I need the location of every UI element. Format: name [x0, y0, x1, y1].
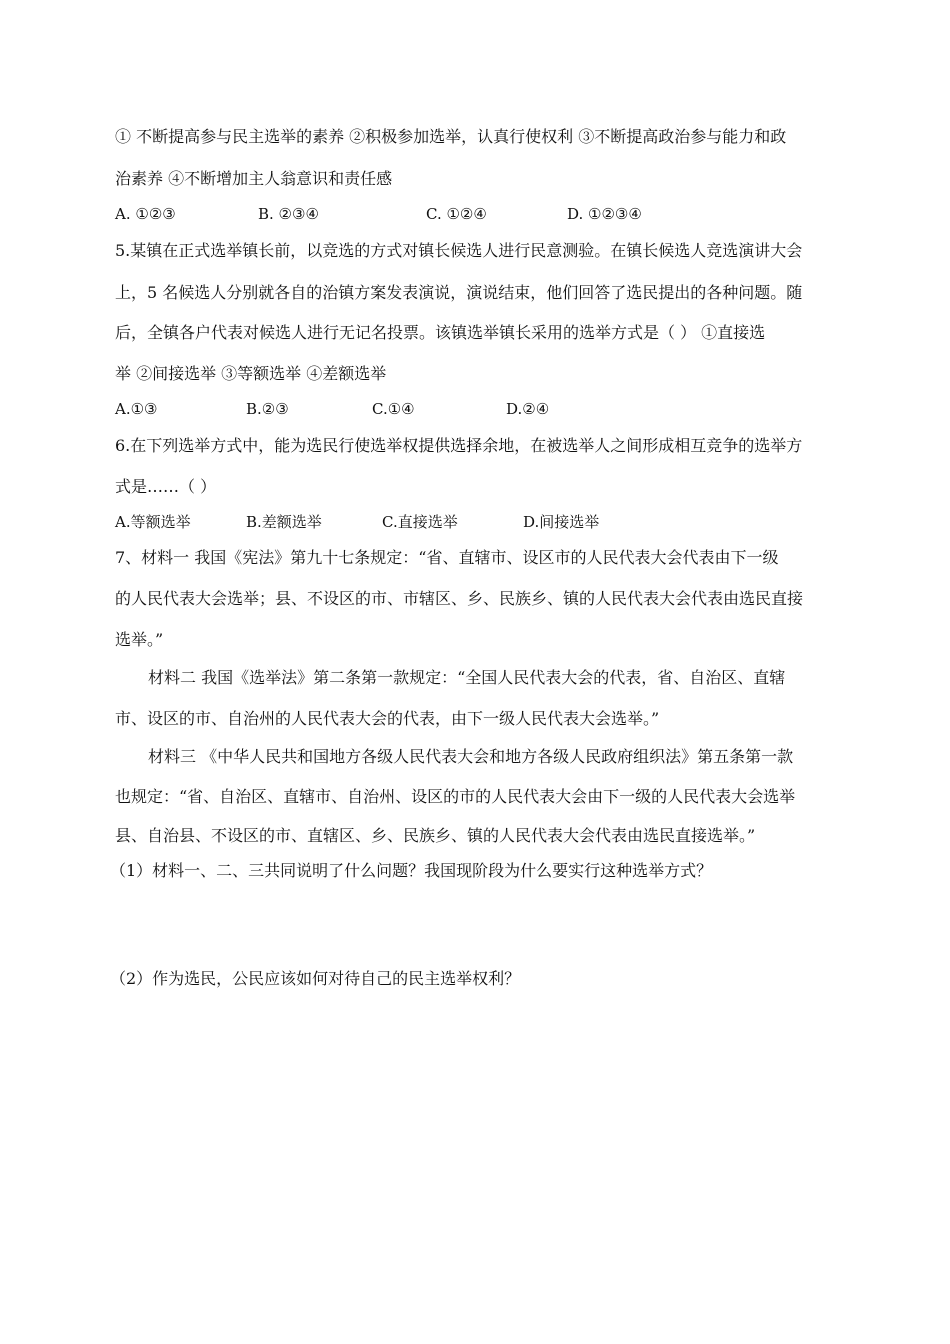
q6-line2: 式是……（ ） — [115, 477, 217, 496]
q4-statements-line1: ① 不断提高参与民主选举的素养 ②积极参加选举，认真行使权利 ③不断提高政治参与能力和政 — [115, 127, 787, 146]
q7-subquestion-2: （2）作为选民，公民应该如何对待自己的民主选举权利？ — [110, 969, 521, 988]
q6-option-d: D.间接选举 — [523, 513, 600, 531]
q6-line1: 6.在下列选举方式中，能为选民行使选举权提供选择余地，在被选举人之间形成相互竞争的选举方 — [115, 436, 803, 455]
q7-material1-line3: 选举。” — [115, 630, 164, 649]
q7-material3-line3: 县、自治县、不设区的市、直辖区、乡、民族乡、镇的人民代表大会代表由选民直接选举。” — [115, 826, 756, 845]
q4-option-a: A. ①②③ — [115, 205, 176, 223]
q4-option-d: D. ①②③④ — [567, 205, 642, 223]
q4-statements-line2: 治素养 ④不断增加主人翁意识和责任感 — [115, 169, 393, 188]
q5-option-b: B.②③ — [246, 400, 289, 418]
q6-option-c: C.直接选举 — [382, 513, 458, 531]
q4-option-c: C. ①②④ — [426, 205, 487, 223]
q6-option-a: A.等额选举 — [115, 513, 191, 531]
q7-material1-line2: 的人民代表大会选举；县、不设区的市、市辖区、乡、民族乡、镇的人民代表大会代表由选民直接 — [115, 589, 804, 608]
q5-option-c: C.①④ — [372, 400, 415, 418]
q7-material2-line1: 材料二 我国《选举法》第二条第一款规定：“全国人民代表大会的代表，省、自治区、直辖 — [148, 668, 786, 687]
q5-line4: 举 ②间接选举 ③等额选举 ④差额选举 — [115, 364, 387, 383]
q5-option-d: D.②④ — [506, 400, 550, 418]
q5-line3: 后，全镇各户代表对候选人进行无记名投票。该镇选举镇长采用的选举方式是（ ） ①直接选 — [115, 323, 766, 342]
q5-option-a: A.①③ — [115, 400, 158, 418]
q4-option-b: B. ②③④ — [258, 205, 319, 223]
q7-material2-line2: 市、设区的市、自治州的人民代表大会的代表，由下一级人民代表大会选举。” — [115, 709, 660, 728]
q5-line1: 5.某镇在正式选举镇长前，以竞选的方式对镇长候选人进行民意测验。在镇长候选人竞选演讲大会 — [115, 241, 803, 260]
q6-option-b: B.差额选举 — [246, 513, 322, 531]
q7-material1-line1: 7、材料一 我国《宪法》第九十七条规定：“省、直辖市、设区市的人民代表大会代表由下一级 — [115, 548, 779, 567]
q7-subquestion-1: （1）材料一、二、三共同说明了什么问题？我国现阶段为什么要实行这种选举方式？ — [110, 861, 713, 880]
q5-line2: 上，5 名候选人分别就各自的治镇方案发表演说，演说结束，他们回答了选民提出的各种问题。随 — [115, 283, 803, 302]
q7-material3-line1: 材料三 《中华人民共和国地方各级人民代表大会和地方各级人民政府组织法》第五条第一款 — [148, 747, 794, 766]
q7-material3-line2: 也规定：“省、自治区、直辖市、自治州、设区的市的人民代表大会由下一级的人民代表大会选举 — [115, 787, 796, 806]
